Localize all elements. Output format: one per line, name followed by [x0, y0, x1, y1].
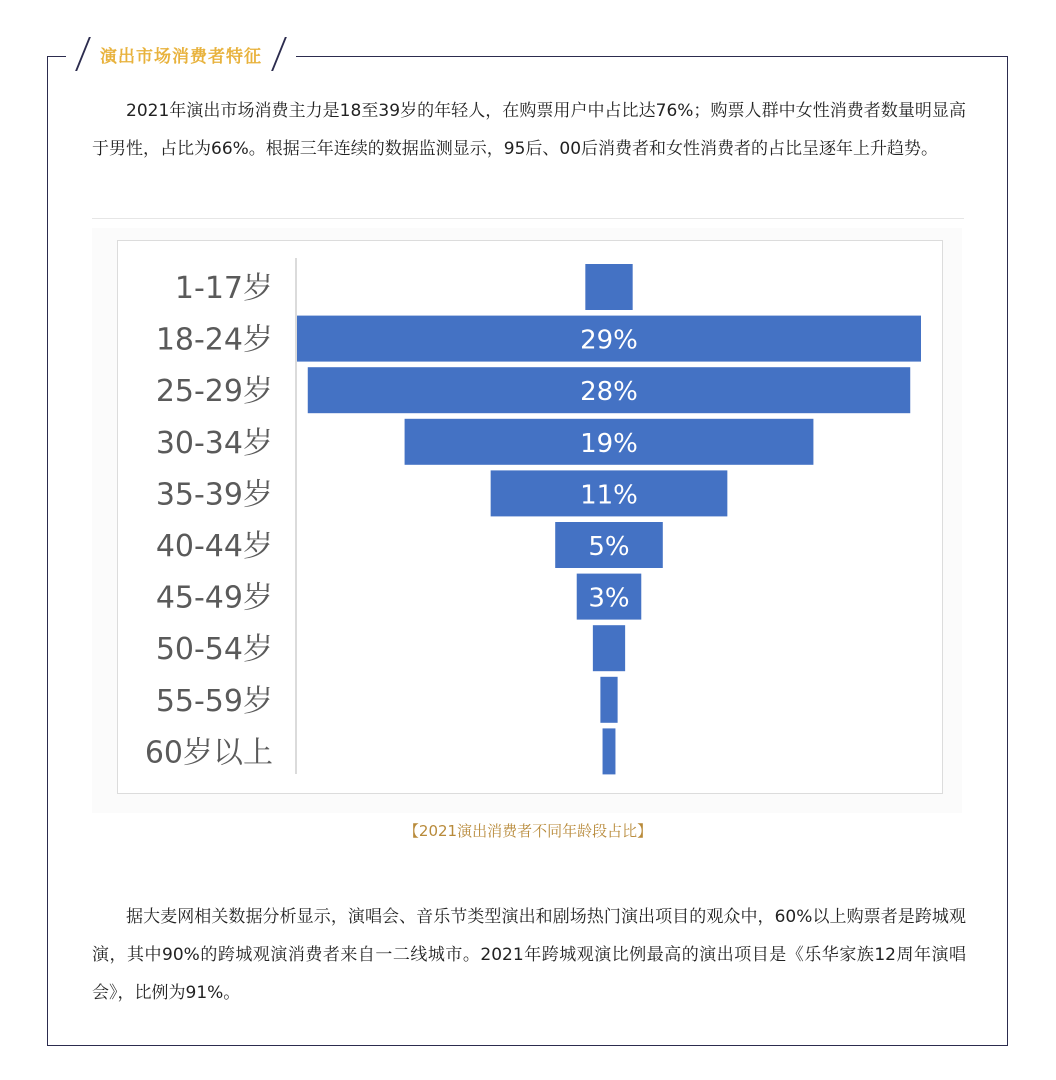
category-label: 35-39岁 [155, 477, 273, 513]
data-label: 5% [588, 532, 630, 562]
intro-paragraph: 2021年演出市场消费主力是18至39岁的年轻人，在购票用户中占比达76%；购票人群中女性消费者数量明显高于男性，占比为66%。根据三年连续的数据监测显示，95后、00后消费者和女性消费者的占比呈逐年上升趋势。 [92, 101, 966, 159]
category-label: 50-54岁 [155, 632, 273, 668]
outro-paragraph: 据大麦网相关数据分析显示，演唱会、音乐节类型演出和剧场热门演出项目的观众中，60%以上购票者是跨城观演，其中90%的跨城观演消费者来自一二线城市。2021年跨城观演比例最高的演出项目是《乐华家族12周年演唱会》，比例为91%。 [92, 907, 966, 1003]
data-label: 28% [580, 377, 638, 408]
category-label: 40-44岁 [155, 529, 273, 564]
category-label: 25-29岁 [155, 374, 273, 410]
bar-8 [600, 677, 617, 723]
category-label: 60岁以上 [144, 735, 273, 771]
category-label: 1-17岁 [174, 271, 273, 306]
section-title: 演出市场消费者特征 [100, 46, 262, 67]
category-label: 18-24岁 [155, 322, 273, 358]
chart-caption: 【2021演出消费者不同年龄段占比】 [403, 822, 653, 840]
data-label: 19% [580, 428, 638, 459]
data-label: 11% [580, 480, 638, 511]
category-label: 30-34岁 [155, 425, 273, 461]
bar-0 [585, 264, 632, 310]
category-label: 45-49岁 [155, 580, 273, 616]
bar-9 [603, 728, 616, 774]
data-label: 3% [588, 583, 630, 614]
data-label: 29% [580, 325, 638, 356]
bar-7 [593, 625, 625, 671]
category-label: 55-59岁 [155, 683, 273, 719]
